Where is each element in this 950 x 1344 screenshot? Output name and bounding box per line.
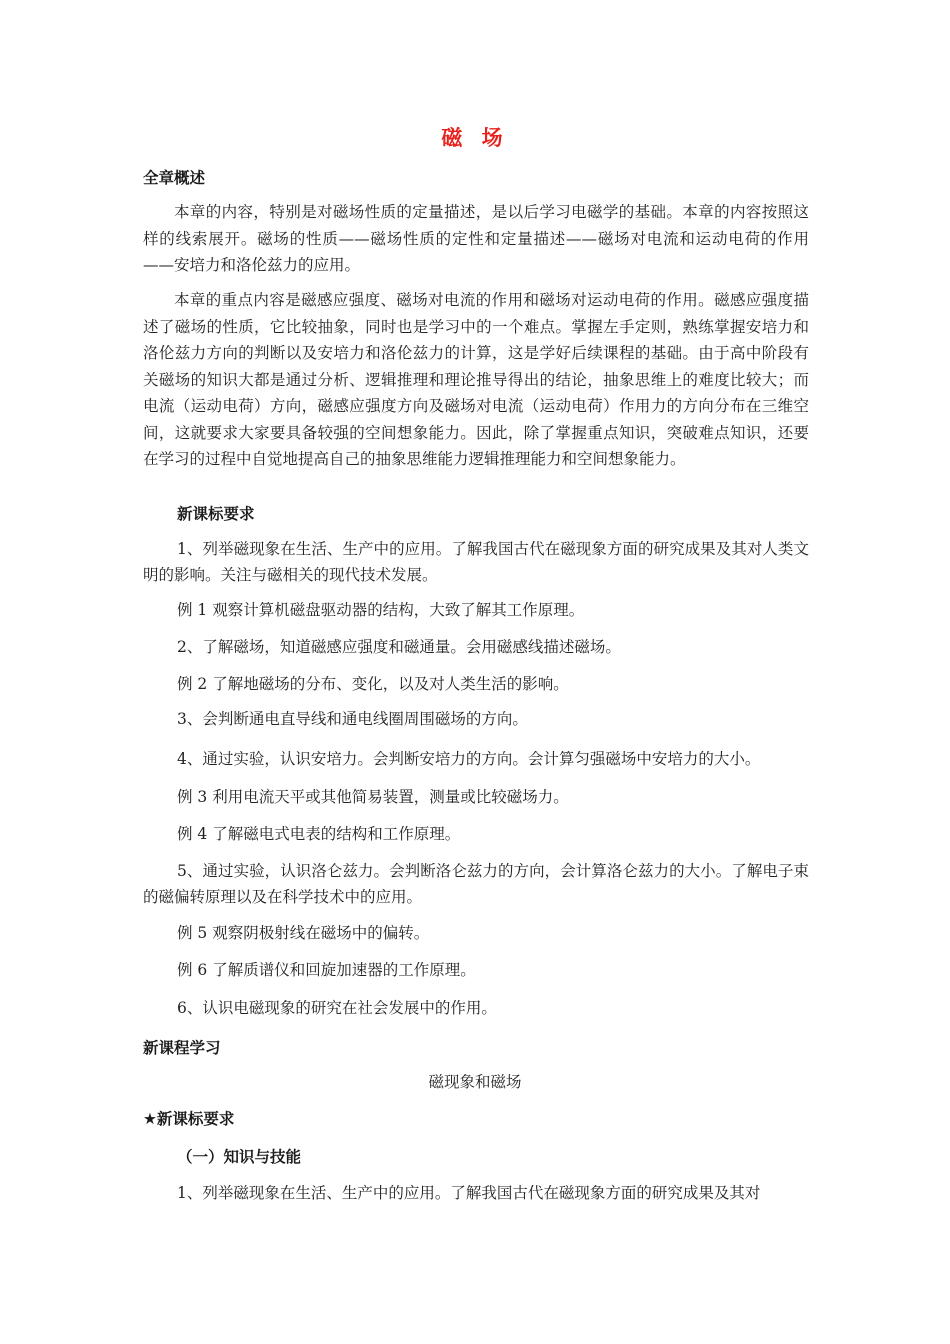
- example-6: 例 6 了解质谱仪和回旋加速器的工作原理。: [177, 961, 476, 979]
- star-standards-heading: ★新课标要求: [143, 1110, 235, 1128]
- example-5: 例 5 观察阴极射线在磁场中的偏转。: [177, 924, 430, 942]
- standard-item-2: 2、了解磁场，知道磁感应强度和磁通量。会用磁感线描述磁场。: [177, 638, 621, 656]
- standard-item-5: 5、通过实验，认识洛仑兹力。会判断洛仑兹力的方向，会计算洛仑兹力的大小。了解电子束的磁偏转原理以及在科学技术中的应用。: [143, 862, 809, 906]
- overview-paragraph-1: 本章的内容，特别是对磁场性质的定量描述，是以后学习电磁学的基础。本章的内容按照这样的线索展开。磁场的性质——磁场性质的定性和定量描述——磁场对电流和运动电荷的作用——安培力和洛伦兹力的应用。: [143, 203, 809, 274]
- section-title: 磁现象和磁场: [428, 1073, 522, 1091]
- standard-item-3: 3、会判断通电直导线和通电线圈周围磁场的方向。: [177, 710, 528, 728]
- example-3: 例 3 利用电流天平或其他简易装置，测量或比较磁场力。: [177, 788, 569, 806]
- knowledge-skills-heading: （一）知识与技能: [177, 1148, 302, 1166]
- page-title: 磁 场: [441, 126, 509, 150]
- standards-heading: 新课标要求: [177, 505, 255, 523]
- standard-item-6: 6、认识电磁现象的研究在社会发展中的作用。: [177, 999, 497, 1017]
- overview-paragraph-2: 本章的重点内容是磁感应强度、磁场对电流的作用和磁场对运动电荷的作用。磁感应强度描述了磁场的性质，它比较抽象，同时也是学习中的一个难点。掌握左手定则，熟练掌握安培力和洛伦兹力方向的判断以及安培力和洛伦兹力的计算，这是学好后续课程的基础。由于高中阶段有关磁场的知识大都是通过分析、逻辑推理和理论推导得出的结论，抽象思维上的难度比较大；而电流（运动电荷）方向，磁感应强度方向及磁场对电流（运动电荷）作用力的方向分布在三维空间，这就要求大家要具备较强的空间想象能力。因此，除了掌握重点知识，突破难点知识，还要在学习的过程中自觉地提高自己的抽象思维能力逻辑推理能力和空间想象能力。: [143, 291, 809, 468]
- example-4: 例 4 了解磁电式电表的结构和工作原理。: [177, 825, 461, 843]
- example-1: 例 1 观察计算机磁盘驱动器的结构，大致了解其工作原理。: [177, 601, 585, 619]
- standard-item-1: 1、列举磁现象在生活、生产中的应用。了解我国古代在磁现象方面的研究成果及其对人类文明的影响。关注与磁相关的现代技术发展。: [143, 540, 809, 584]
- standard-item-4: 4、通过实验，认识安培力。会判断安培力的方向。会计算匀强磁场中安培力的大小。: [177, 750, 761, 768]
- study-line-1: 1、列举磁现象在生活、生产中的应用。了解我国古代在磁现象方面的研究成果及其对: [177, 1184, 761, 1202]
- overview-heading: 全章概述: [143, 169, 206, 187]
- example-2: 例 2 了解地磁场的分布、变化，以及对人类生活的影响。: [177, 675, 569, 693]
- study-heading: 新课程学习: [143, 1039, 221, 1057]
